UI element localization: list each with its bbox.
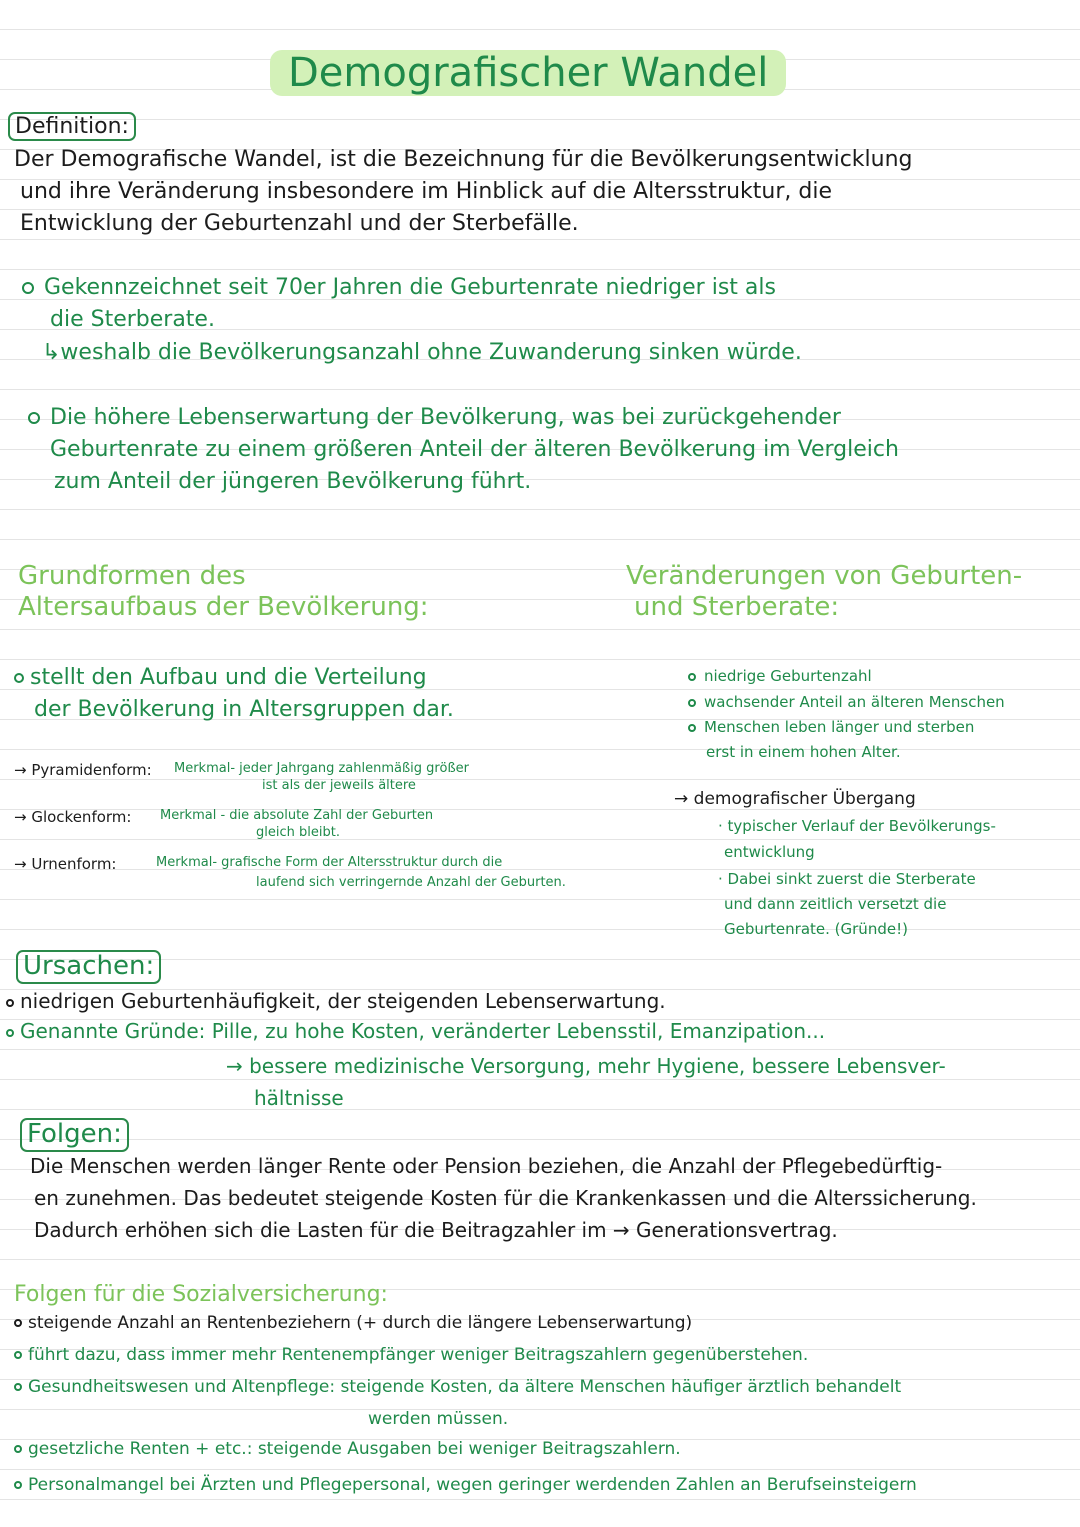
sozial-line-cont: werden müssen.	[368, 1409, 509, 1429]
sozial-heading: Folgen für die Sozialversicherung:	[14, 1282, 388, 1307]
bullet-icon	[14, 1351, 22, 1359]
ursachen-line: niedrigen Geburtenhäufigkeit, der steigenden Lebenserwartung.	[6, 990, 666, 1013]
page-title: Demografischer Wandel	[270, 50, 786, 96]
urnenform-text: Merkmal- grafische Form der Altersstruktur durch die	[156, 855, 503, 870]
point-1-arrow: ↳weshalb die Bevölkerungsanzahl ohne Zuwanderung sinken würde.	[42, 340, 802, 365]
veraenderungen-item: Menschen leben länger und sterben	[688, 719, 974, 736]
urnenform-label: → Urnenform:	[14, 855, 117, 873]
veraenderungen-item: niedrige Geburtenzahl	[688, 668, 872, 685]
bullet-icon	[688, 673, 696, 681]
point-1-cont: die Sterberate.	[50, 307, 215, 332]
point-1: Gekennzeichnet seit 70er Jahren die Geburtenrate niedriger ist als	[22, 275, 776, 300]
sozial-line: gesetzliche Renten + etc.: steigende Ausgaben bei weniger Beitragszahlern.	[14, 1440, 681, 1460]
ursachen-line: → bessere medizinische Versorgung, mehr Hygiene, bessere Lebensver-	[226, 1054, 946, 1078]
sozial-line: steigende Anzahl an Rentenbeziehern (+ durch die längere Lebenserwartung)	[14, 1314, 692, 1334]
uebergang-text: entwicklung	[724, 843, 815, 861]
point-2-cont: Geburtenrate zu einem größeren Anteil der älteren Bevölkerung im Vergleich	[50, 437, 899, 462]
bullet-icon	[6, 999, 14, 1007]
grundformen-heading: Grundformen des	[18, 561, 246, 591]
glockenform-label: → Glockenform:	[14, 808, 132, 826]
bullet-icon	[14, 1319, 22, 1327]
folgen-line: en zunehmen. Das bedeutet steigende Kosten für die Krankenkassen und die Alterssicherung.	[34, 1186, 977, 1210]
sozial-line: Gesundheitswesen und Altenpflege: steigende Kosten, da ältere Menschen häufiger ärztlich behandelt	[14, 1378, 901, 1398]
uebergang-label: → demografischer Übergang	[674, 789, 916, 809]
uebergang-text: · Dabei sinkt zuerst die Sterberate	[718, 870, 976, 888]
veraenderungen-heading: Veränderungen von Geburten-	[626, 561, 1023, 591]
glockenform-text: gleich bleibt.	[256, 825, 340, 840]
pyramidenform-label: → Pyramidenform:	[14, 761, 152, 779]
grundformen-intro: der Bevölkerung in Altersgruppen dar.	[34, 697, 454, 722]
point-2: Die höhere Lebenserwartung der Bevölkerung, was bei zurückgehender	[28, 405, 841, 430]
veraenderungen-item-cont: erst in einem hohen Alter.	[706, 743, 901, 761]
ursachen-label: Ursachen:	[16, 950, 161, 984]
sozial-line: führt dazu, dass immer mehr Rentenempfänger weniger Beitragszahlern gegenüberstehen.	[14, 1346, 808, 1366]
urnenform-text: laufend sich verringernde Anzahl der Geburten.	[256, 875, 566, 890]
bullet-icon	[14, 1445, 22, 1453]
bullet-icon	[14, 673, 24, 683]
bullet-icon	[688, 724, 696, 732]
definition-line: und ihre Veränderung insbesondere im Hinblick auf die Altersstruktur, die	[20, 179, 832, 204]
pyramidenform-text: Merkmal- jeder Jahrgang zahlenmäßig größer	[174, 761, 469, 776]
folgen-label: Folgen:	[20, 1118, 129, 1152]
grundformen-heading: Altersaufbaus der Bevölkerung:	[18, 592, 429, 622]
bullet-icon	[14, 1383, 22, 1391]
definition-line: Der Demografische Wandel, ist die Bezeichnung für die Bevölkerungsentwicklung	[14, 147, 913, 172]
sozial-line: Personalmangel bei Ärzten und Pflegepersonal, wegen geringer werdenden Zahlen an Berufseinsteigern	[14, 1476, 917, 1496]
uebergang-text: und dann zeitlich versetzt die	[724, 895, 947, 913]
uebergang-text: Geburtenrate. (Gründe!)	[724, 920, 908, 938]
definition-label: Definition:	[8, 112, 136, 141]
veraenderungen-heading: und Sterberate:	[634, 592, 840, 622]
bullet-icon	[688, 699, 696, 707]
veraenderungen-item: wachsender Anteil an älteren Menschen	[688, 694, 1005, 711]
pyramidenform-text: ist als der jeweils ältere	[262, 778, 416, 793]
ursachen-line: Genannte Gründe: Pille, zu hohe Kosten, veränderter Lebensstil, Emanzipation...	[6, 1020, 825, 1043]
bullet-icon	[6, 1029, 14, 1037]
uebergang-text: · typischer Verlauf der Bevölkerungs-	[718, 817, 996, 835]
definition-line: Entwicklung der Geburtenzahl und der Sterbefälle.	[20, 211, 579, 236]
point-2-cont: zum Anteil der jüngeren Bevölkerung führt.	[54, 469, 532, 494]
bullet-icon	[14, 1481, 22, 1489]
glockenform-text: Merkmal - die absolute Zahl der Geburten	[160, 808, 434, 823]
bullet-icon	[28, 412, 40, 424]
folgen-line: Die Menschen werden länger Rente oder Pension beziehen, die Anzahl der Pflegebedürftig-	[30, 1154, 943, 1178]
grundformen-intro: stellt den Aufbau und die Verteilung	[14, 665, 427, 690]
folgen-line: Dadurch erhöhen sich die Lasten für die Beitragzahler im → Generationsvertrag.	[34, 1218, 838, 1242]
ursachen-line: hältnisse	[254, 1086, 344, 1110]
bullet-icon	[22, 282, 34, 294]
